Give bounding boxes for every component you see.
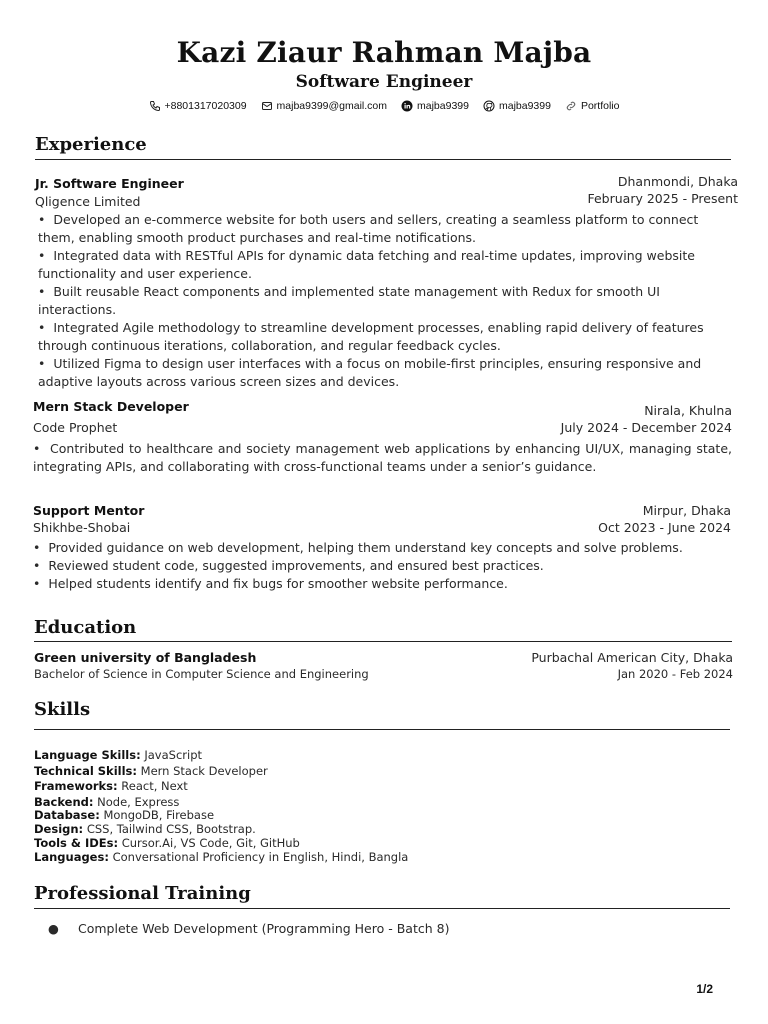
contact-bar [0, 100, 768, 112]
job-3-company: Shikhbe-Shobai [33, 520, 131, 535]
page-number: 1/2 [696, 982, 713, 996]
list-item: Tools & IDEs: Cursor.Ai, VS Code, Git, GitHub [34, 836, 300, 850]
job-3-dates: Oct 2023 - June 2024 [598, 520, 731, 535]
list-item: • Utilized Figma to design user interfaces with a focus on mobile-first principles, ensuring responsive and adaptive layouts across various screen sizes and devices. [38, 356, 702, 389]
training-heading: Professional Training [34, 883, 251, 904]
list-item: Design: CSS, Tailwind CSS, Bootstrap. [34, 822, 256, 836]
list-item: • Integrated Agile methodology to streamline development processes, enabling rapid delivery of features through continuous iterations, collaboration, and regular feedback cycles. [38, 320, 704, 353]
list-item: Languages: Conversational Proficiency in English, Hindi, Bangla [34, 850, 409, 864]
education-heading: Education [34, 617, 137, 638]
list-item: • Developed an e-commerce website for both users and sellers, creating a seamless platform to connect them, enabling smooth product purchases and real-time notifications. [38, 212, 699, 245]
job-2-company: Code Prophet [33, 420, 118, 435]
experience-divider [35, 159, 731, 160]
skills-heading: Skills [34, 699, 91, 720]
education-location: Purbachal American City, Dhaka [531, 650, 733, 665]
linkedin-icon [401, 100, 413, 112]
list-item: Database: MongoDB, Firebase [34, 808, 215, 822]
education-school: Green university of Bangladesh [34, 650, 257, 665]
job-1-location: Dhanmondi, Dhaka [617, 174, 738, 189]
list-item: Technical Skills: Mern Stack Developer [34, 763, 268, 778]
mail-icon [261, 100, 273, 112]
education-divider [34, 641, 732, 642]
skills-divider [34, 729, 730, 730]
phone-text: +8801317020309 [164, 100, 247, 112]
list-item: • Built reusable React components and implemented state management with Redux for smooth UI interactions. [38, 284, 660, 317]
job-2-location: Nirala, Khulna [644, 403, 732, 418]
training-item-1: Complete Web Development (Programming Hero - Batch 8) [78, 921, 450, 936]
job-2-role: Mern Stack Developer [33, 399, 189, 414]
education-dates: Jan 2020 - Feb 2024 [617, 667, 733, 681]
skills-list [34, 748, 724, 864]
job-3-bullets [33, 539, 732, 593]
list-item: Frameworks: React, Next [34, 779, 188, 793]
list-item: Language Skills: JavaScript [34, 748, 203, 762]
contact-phone[interactable] [149, 100, 247, 112]
list-item: • Reviewed student code, suggested improvements, and ensured best practices. [33, 558, 544, 573]
list-item: • Helped students identify and fix bugs for smoother website performance. [33, 576, 508, 591]
github-icon [483, 100, 495, 112]
contact-linkedin[interactable] [401, 100, 469, 112]
contact-portfolio[interactable] [565, 100, 620, 112]
experience-heading: Experience [35, 134, 147, 155]
job-3-location: Mirpur, Dhaka [642, 503, 731, 518]
list-item: Backend: Node, Express [34, 794, 180, 809]
portfolio-text: Portfolio [580, 100, 620, 112]
job-2-bullets [33, 440, 732, 476]
job-1-dates: February 2025 - Present [587, 191, 738, 206]
training-bullet: ● [48, 921, 59, 936]
list-item: • Contributed to healthcare and society management web applications by enhancing UI/UX, managing state, integrating APIs, and collaborating with cross-functional teams under a senior’s guidance. [33, 441, 732, 474]
github-text: majba9399 [498, 100, 551, 112]
contact-email[interactable] [261, 100, 387, 112]
phone-icon [149, 100, 161, 112]
job-3-role: Support Mentor [33, 503, 145, 518]
job-2-dates: July 2024 - December 2024 [560, 420, 732, 435]
linkedin-text: majba9399 [417, 100, 469, 112]
candidate-name: Kazi Ziaur Rahman Majba [176, 36, 592, 69]
job-1-bullets [38, 211, 738, 391]
training-divider [34, 908, 730, 909]
contact-github[interactable] [483, 100, 551, 112]
link-icon [565, 100, 577, 112]
education-degree: Bachelor of Science in Computer Science and Engineering [34, 667, 369, 681]
job-1-role: Jr. Software Engineer [35, 176, 184, 191]
email-text: majba9399@gmail.com [276, 100, 388, 112]
candidate-role: Software Engineer [295, 72, 473, 92]
list-item: • Provided guidance on web development, helping them understand key concepts and solve problems. [33, 540, 683, 555]
job-1-company: Qligence Limited [35, 194, 141, 209]
list-item: • Integrated data with RESTful APIs for dynamic data fetching and real-time updates, improving website functionality and user experience. [38, 248, 695, 281]
